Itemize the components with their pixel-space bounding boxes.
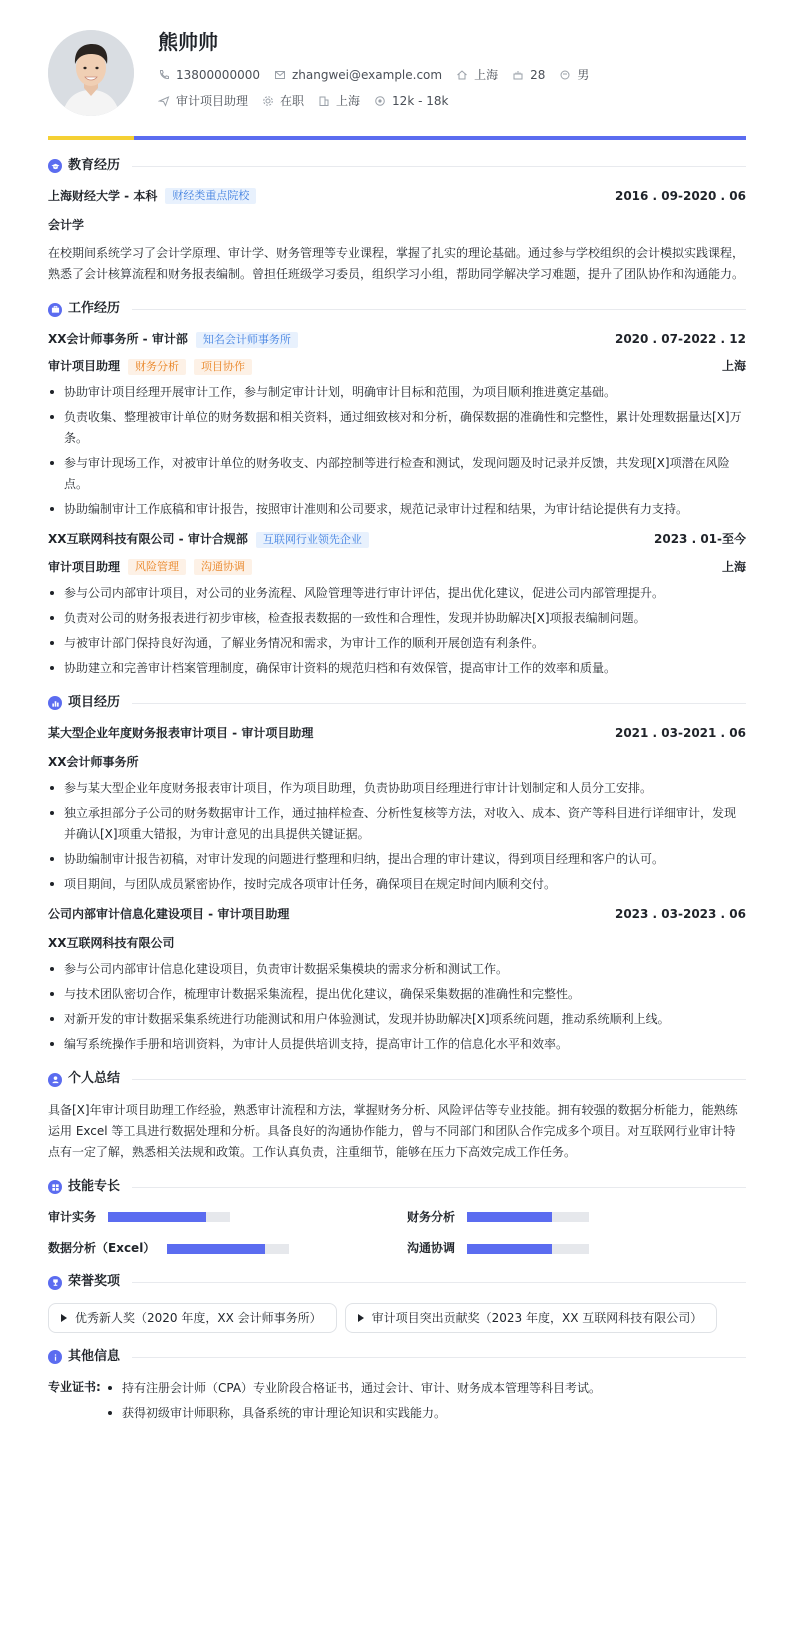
project-bullets: [48, 778, 746, 895]
skill-name: 沟通协调: [407, 1241, 456, 1256]
summary-text: 具备[X]年审计项目助理工作经验，熟悉审计流程和方法，掌握财务分析、风险评估等专业技能。拥有较强的数据分析能力，能熟练运用 Excel 等工具进行数据处理和分析。具备良好的沟通协作能力，曾与不同部门和团队合作完成多个项目。对互联网行业审计特点有一定了解，熟悉相关法规和政策。工作认真负责，注重细节，能够在压力下高效完成工作任务。: [48, 1103, 738, 1160]
work-date: 2023 . 01-至今: [654, 532, 746, 547]
list-item: 参与公司内部审计信息化建设项目，负责审计数据采集模块的需求分析和测试工作。: [48, 959, 746, 980]
section-divider: [132, 309, 746, 310]
resume-header: [48, 28, 746, 118]
work-bullets: [48, 583, 746, 679]
skills-section: [48, 1177, 746, 1258]
school-name: 上海财经大学 - 本科: [48, 188, 158, 203]
work-location: 上海: [721, 359, 746, 374]
status-item: [262, 92, 304, 110]
project-bullets: [48, 959, 746, 1055]
city-text: 上海: [474, 68, 499, 82]
project-org: XX互联网科技有限公司: [48, 936, 175, 951]
list-item: 独立承担部分子公司的财务数据审计工作，通过抽样检查、分析性复核等方法，对收入、成本、资产等科目进行详细审计，发现并确认[X]项重大错报，为审计意见的出具提供关键证据。: [48, 803, 746, 845]
company-name: XX互联网科技有限公司 - 审计合规部: [48, 532, 248, 547]
play-icon: [61, 1314, 67, 1322]
awards-section: [48, 1272, 746, 1333]
skills-grid: [48, 1208, 746, 1258]
target-city-text: 上海: [336, 94, 361, 108]
work-bullets: [48, 382, 746, 520]
work-entry: [48, 530, 746, 678]
major: 会计学: [48, 217, 85, 232]
job-role: 审计项目助理: [48, 359, 121, 374]
award-item: [48, 1303, 337, 1333]
skill-item: [407, 1208, 746, 1227]
target-city-item: [318, 92, 360, 110]
job-role: 审计项目助理: [48, 559, 121, 574]
skill-bar-fill: [108, 1212, 206, 1222]
skill-name: 财务分析: [407, 1209, 456, 1224]
education-date: 2016 . 09-2020 . 06: [614, 188, 746, 203]
contact-row: [158, 66, 603, 84]
company-tag: 互联网行业领先企业: [256, 532, 369, 548]
list-item: 协助审计项目经理开展审计工作，参与制定审计计划，明确审计目标和范围，为项目顺利推进奠定基础。: [48, 382, 746, 403]
list-item: 参与审计现场工作，对被审计单位的财务收支、内部控制等进行检查和测试，发现问题及时记录并反馈，共发现[X]项潜在风险点。: [48, 453, 746, 495]
section-title: 项目经历: [68, 694, 121, 710]
skill-tag: 项目协作: [194, 359, 252, 375]
section-header: [48, 156, 746, 177]
position-item: [158, 92, 248, 110]
skill-tag: 沟通协调: [194, 559, 252, 575]
salary-item: [374, 92, 448, 110]
list-item: 协助编制审计工作底稿和审计报告，按照审计准则和公司要求，规范记录审计过程和结果，为审计结论提供有力支持。: [48, 499, 746, 520]
summary-section: [48, 1069, 746, 1163]
list-item: 获得初级审计师职称，具备系统的审计理论知识和实践能力。: [106, 1403, 601, 1424]
skill-bar: [467, 1244, 589, 1254]
skill-item: [407, 1239, 746, 1258]
education-description: 在校期间系统学习了会计学原理、审计学、财务管理等专业课程，掌握了扎实的理论基础。通过参与学校组织的会计模拟实践课程，熟悉了会计核算流程和财务报表编制。曾担任班级学习委员，组织学习小组，帮助同学解决学习难题，提升了团队协作和沟通能力。: [48, 246, 745, 282]
position-text: 审计项目助理: [176, 94, 249, 108]
list-item: 与被审计部门保持良好沟通，了解业务情况和需求，为审计工作的顺利开展创造有利条件。: [48, 633, 746, 654]
company-name: XX会计师事务所 - 审计部: [48, 331, 188, 346]
work-date: 2020 . 07-2022 . 12: [614, 331, 746, 346]
email-item: [274, 66, 442, 84]
section-header: [48, 1069, 746, 1090]
work-location: 上海: [721, 559, 746, 574]
project-title: 公司内部审计信息化建设项目 - 审计项目助理: [48, 906, 290, 921]
list-item: 编写系统操作手册和培训资料，为审计人员提供培训支持，提高审计工作的信息化水平和效率。: [48, 1034, 746, 1055]
email-text: zhangwei@example.com: [291, 68, 443, 82]
list-item: 持有注册会计师（CPA）专业阶段合格证书，通过会计、审计、财务成本管理等科目考试。: [106, 1378, 601, 1399]
header-divider: [48, 136, 746, 140]
briefcase-icon: [48, 303, 62, 317]
gender-text: 男: [577, 68, 590, 82]
list-item: 对新开发的审计数据采集系统进行功能测试和用户体验测试，发现并协助解决[X]项系统问题，推动系统顺利上线。: [48, 1009, 746, 1030]
skill-item: [48, 1239, 387, 1258]
award-text: 优秀新人奖（2020 年度，XX 会计师事务所）: [75, 1311, 322, 1326]
section-divider: [132, 1187, 746, 1188]
section-title: 其他信息: [68, 1349, 121, 1365]
section-header: [48, 1272, 746, 1293]
section-title: 教育经历: [68, 158, 121, 173]
list-item: 负责对公司的财务报表进行初步审核，检查报表数据的一致性和合理性，发现并协助解决[X]项报表编制问题。: [48, 608, 746, 629]
work-entry: [48, 330, 746, 520]
trophy-icon: [48, 1276, 62, 1290]
section-header: [48, 1177, 746, 1198]
list-item: 负责收集、整理被审计单位的财务数据和相关资料，通过细致核对和分析，确保数据的准确性和完整性，累计处理数据量达[X]万条。: [48, 407, 746, 449]
age-item: [512, 66, 545, 84]
other-section: [48, 1347, 746, 1428]
user-icon: [48, 1073, 62, 1087]
project-date: 2021 . 03-2021 . 06: [614, 725, 746, 740]
age-text: 28: [530, 68, 546, 82]
home-icon: [456, 69, 468, 81]
send-icon: [158, 95, 170, 107]
list-item: 协助建立和完善审计档案管理制度，确保审计资料的规范归档和有效保管，提高审计工作的效率和质量。: [48, 658, 746, 679]
section-divider: [132, 166, 746, 167]
list-item: 项目期间，与团队成员紧密协作，按时完成各项审计任务，确保项目在规定时间内顺利交付。: [48, 874, 746, 895]
gear-icon: [262, 95, 274, 107]
education-section: [48, 156, 746, 285]
candidate-name: 熊帅帅: [158, 30, 218, 54]
avatar-portrait-icon: [48, 30, 134, 116]
status-text: 在职: [280, 94, 305, 108]
skill-item: [48, 1208, 387, 1227]
school-tag: 财经类重点院校: [165, 188, 256, 204]
section-title: 个人总结: [68, 1071, 121, 1087]
awards-list: [48, 1303, 746, 1333]
job-intent-row: [158, 92, 603, 110]
play-icon: [358, 1314, 364, 1322]
work-section: [48, 299, 746, 679]
company-tag: 知名会计师事务所: [196, 332, 298, 348]
section-header: [48, 1347, 746, 1368]
skill-tag: 风险管理: [128, 559, 186, 575]
coin-icon: [374, 95, 386, 107]
skill-bar: [167, 1244, 289, 1254]
skill-bar-fill: [467, 1212, 552, 1222]
gender-item: [559, 66, 589, 84]
project-title: 某大型企业年度财务报表审计项目 - 审计项目助理: [48, 725, 314, 740]
skill-bar: [108, 1212, 230, 1222]
section-divider: [132, 703, 746, 704]
section-title: 荣誉奖项: [68, 1274, 121, 1290]
award-text: 审计项目突出贡献奖（2023 年度，XX 互联网科技有限公司）: [371, 1311, 703, 1326]
project-date: 2023 . 03-2023 . 06: [614, 906, 746, 921]
section-divider: [132, 1079, 746, 1080]
list-item: 参与公司内部审计项目，对公司的业务流程、风险管理等进行审计评估，提出优化建议，促进公司内部管理提升。: [48, 583, 746, 604]
skill-bar-fill: [167, 1244, 265, 1254]
skill-bar: [467, 1212, 589, 1222]
info-icon: [48, 1350, 62, 1364]
section-header: [48, 299, 746, 320]
phone-icon: [158, 69, 170, 81]
section-divider: [132, 1282, 746, 1283]
section-header: [48, 693, 746, 714]
list-item: 协助编制审计报告初稿，对审计发现的问题进行整理和归纳，提出合理的审计建议，得到项目经理和客户的认可。: [48, 849, 746, 870]
skill-name: 数据分析（Excel）: [48, 1241, 156, 1256]
project-org: XX会计师事务所: [48, 754, 139, 769]
skill-name: 审计实务: [48, 1209, 97, 1224]
list-item: 与技术团队密切合作，梳理审计数据采集流程，提出优化建议，确保采集数据的准确性和完整性。: [48, 984, 746, 1005]
city-item: [456, 66, 498, 84]
section-title: 工作经历: [68, 301, 121, 317]
phone-item: [158, 66, 260, 84]
skill-bar-fill: [467, 1244, 552, 1254]
gender-icon: [559, 69, 571, 81]
section-divider: [132, 1357, 746, 1358]
graduation-cap-icon: [48, 159, 62, 173]
section-title: 技能专长: [68, 1179, 121, 1195]
chart-icon: [48, 696, 62, 710]
mail-icon: [274, 69, 286, 81]
building-icon: [318, 95, 330, 107]
phone-text: 13800000000: [176, 68, 260, 82]
certificates: [48, 1378, 746, 1428]
certificate-list: [106, 1378, 601, 1428]
age-icon: [512, 69, 524, 81]
project-entry: [48, 905, 746, 1055]
list-item: 参与某大型企业年度财务报表审计项目，作为项目助理，负责协助项目经理进行审计计划制定和人员分工安排。: [48, 778, 746, 799]
project-section: [48, 693, 746, 1056]
project-entry: [48, 724, 746, 895]
certificate-label: 专业证书:: [48, 1379, 101, 1394]
award-item: [345, 1303, 718, 1333]
skill-tag: 财务分析: [128, 359, 186, 375]
salary-text: 12k - 18k: [392, 94, 449, 108]
avatar: [48, 30, 134, 116]
skills-icon: [48, 1180, 62, 1194]
